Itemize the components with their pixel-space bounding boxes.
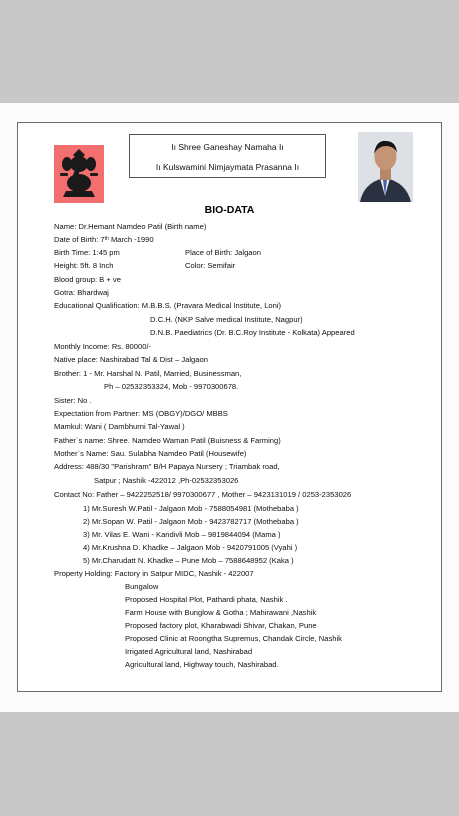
property-line-5: Proposed factory plot, Kharabwadi Shivar, Chakan, Pune bbox=[125, 621, 317, 630]
birth-time-line: Birth Time: 1:45 pm bbox=[54, 248, 120, 257]
biodata-document bbox=[17, 122, 442, 692]
viewer-bottom-bar bbox=[0, 712, 459, 816]
contact-item-3: 3) Mr. Vilas E. Wani - Kandivli Mob – 9819844094 (Mama ) bbox=[83, 530, 281, 539]
contact-item-4: 4) Mr.Krushna D. Khadke – Jalgaon Mob - 9420791005 (Vyahi ) bbox=[83, 543, 298, 552]
height-line: Height: 5ft. 8 Inch bbox=[54, 261, 114, 270]
place-of-birth-line: Place of Birth: Jalgaon bbox=[185, 248, 261, 257]
blood-group-line: Blood group: B + ve bbox=[54, 275, 121, 284]
color-line: Color: Semifair bbox=[185, 261, 236, 270]
contact-item-1: 1) Mr.Suresh W.Patil - Jalgaon Mob - 7588054981 (Mothebaba ) bbox=[83, 504, 299, 513]
sister-line: Sister: No . bbox=[54, 396, 92, 405]
brother-line-1: Brother: 1 - Mr. Harshal N. Patil, Married, Businessman, bbox=[54, 369, 242, 378]
dob-line bbox=[54, 235, 154, 245]
father-line: Father`s name: Shree. Namdeo Waman Patil (Buisness & Farming) bbox=[54, 436, 281, 445]
gotra-line: Gotra: Bhardwaj bbox=[54, 288, 109, 297]
address-line-1: Address: 488/30 "Parishram" B/H Papaya Nursery ; Triambak road, bbox=[54, 462, 280, 471]
contact-item-2: 2) Mr.Sopan W. Patil - Jalgaon Mob - 9423782717 (Mothebaba ) bbox=[83, 517, 299, 526]
viewer-top-bar bbox=[0, 0, 459, 103]
education-line-3: D.N.B. Paediatrics (Dr. B.C.Roy Institute - Kolkata) Appeared bbox=[150, 328, 355, 337]
property-line-4: Farm House with Bunglow & Gotha ; Mahirawani ,Nashik bbox=[125, 608, 317, 617]
contact-line: Contact No: Father – 9422252518/ 9970300677 , Mother – 9423131019 / 0253-2353026 bbox=[54, 490, 352, 499]
dob-text: Date of Birth: 7 bbox=[54, 235, 105, 244]
contact-item-5: 5) Mr.Charudatt N. Khadke – Pune Mob – 7588648952 (Kaka ) bbox=[83, 556, 294, 565]
header-box bbox=[129, 134, 326, 178]
header-line-1: Iı Shree Ganeshay Namaha Iı bbox=[171, 142, 284, 152]
mamkul-line: Mamkul: Wani ( Dambhurni Tal-Yawal ) bbox=[54, 422, 185, 431]
property-line-2: Bungalow bbox=[125, 582, 159, 591]
expectation-line: Expectation from Partner: MS (OBGY)/DGO/ MBBS bbox=[54, 409, 228, 418]
profile-photo bbox=[358, 132, 413, 202]
property-line-6: Proposed Clinic at Roongtha Supremus, Chandak Circle, Nashik bbox=[125, 634, 342, 643]
income-line: Monthly Income: Rs. 80000/- bbox=[54, 342, 152, 351]
ganesh-image bbox=[54, 145, 104, 203]
page-title: BIO-DATA bbox=[204, 204, 255, 216]
property-line-1: Property Holding: Factory in Satpur MIDC, Nashik - 422007 bbox=[54, 569, 254, 578]
property-line-3: Proposed Hospital Plot, Pathardi phata, Nashik . bbox=[125, 595, 288, 604]
name-line: Name: Dr.Hemant Namdeo Patil (Birth name) bbox=[54, 222, 207, 231]
brother-line-2: Ph – 02532353324, Mob - 9970300678. bbox=[104, 382, 239, 391]
header-line-2: Iı Kulswamini Nimjaymata Prasanna Iı bbox=[155, 162, 300, 172]
dob-sup: th bbox=[104, 236, 109, 242]
address-line-2: Satpur ; Nashik -422012 ,Ph-02532353026 bbox=[94, 476, 239, 485]
property-line-7: Irrigated Agricultural land, Nashirabad bbox=[125, 647, 253, 656]
dob-text-2: March -1990 bbox=[108, 235, 154, 244]
education-line-2: D.C.H. (NKP Salve medical Institute, Nagpur) bbox=[150, 315, 303, 324]
property-line-8: Agricultural land, Highway touch, Nashirabad. bbox=[125, 660, 279, 669]
native-place-line: Native place: Nashirabad Tal & Dist – Jalgaon bbox=[54, 355, 208, 364]
education-line-1: Educational Qualification: M.B.B.S. (Pravara Medical Institute, Loni) bbox=[54, 301, 282, 310]
mother-line: Mother`s Name: Sau. Sulabha Namdeo Patil (Housewife) bbox=[54, 449, 247, 458]
